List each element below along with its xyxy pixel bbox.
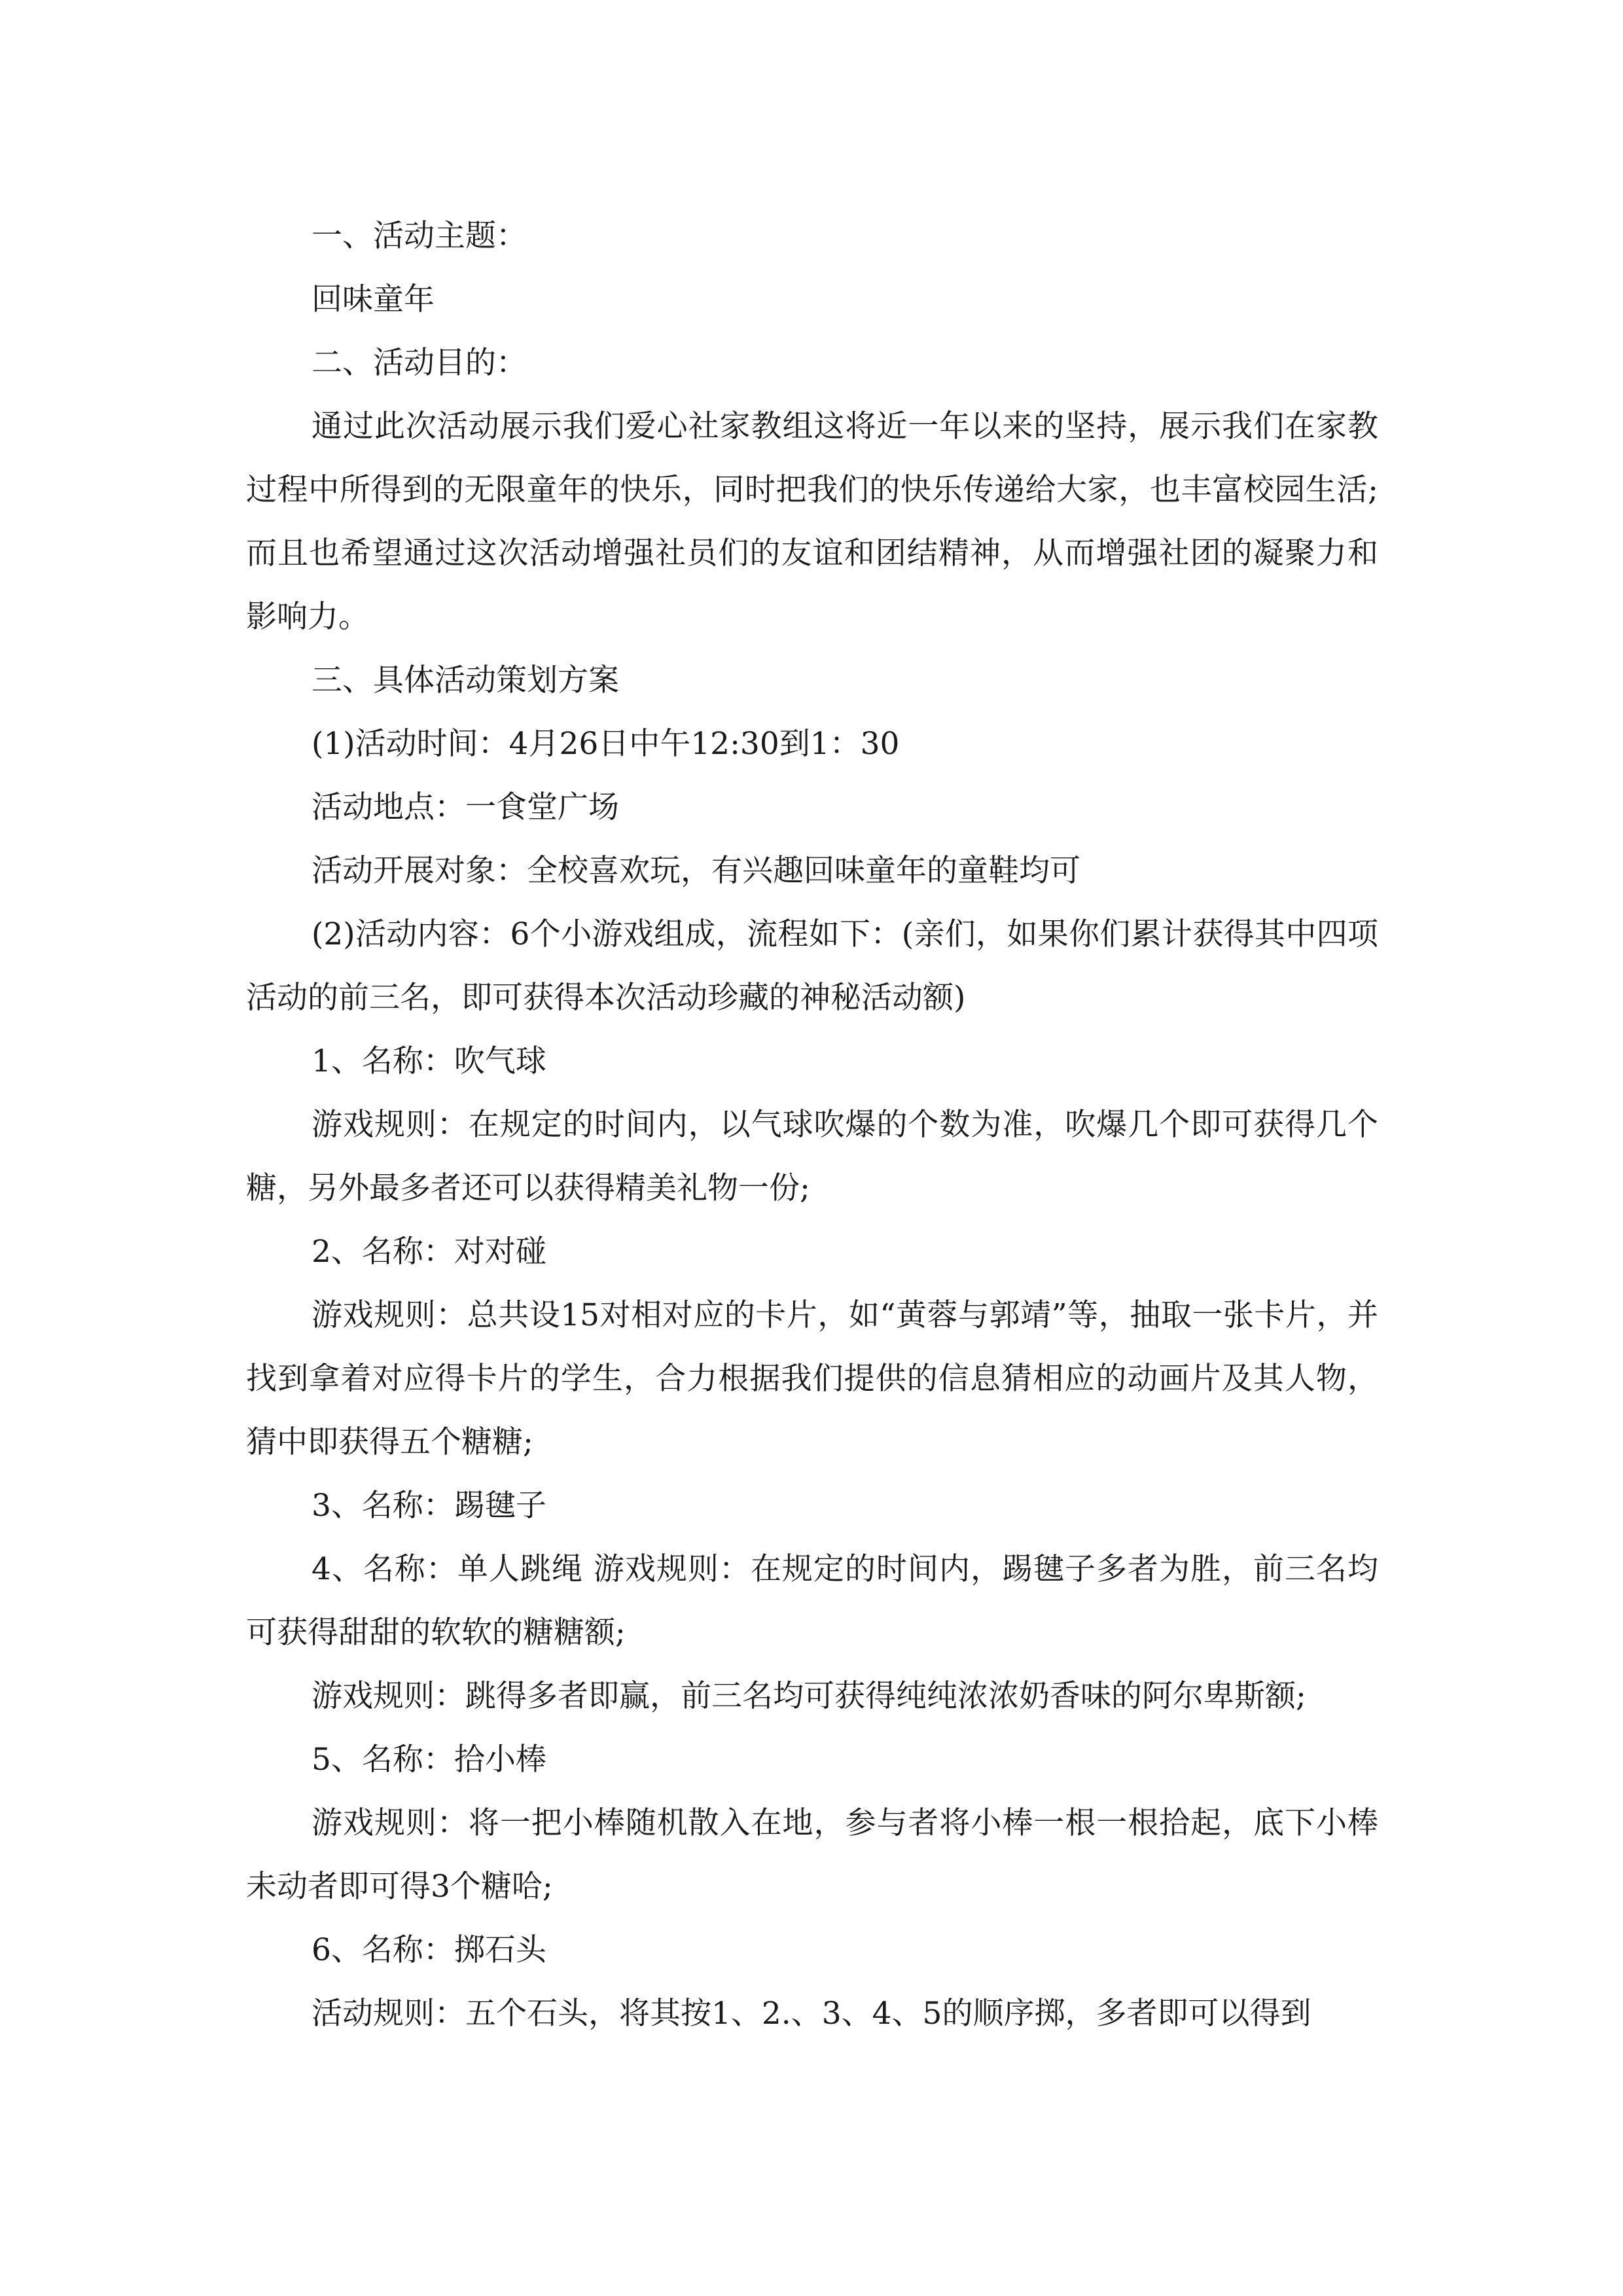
activity-purpose-text: 通过此次活动展示我们爱心社家教组这将近一年以来的坚持，展示我们在家教过程中所得到的无限童年的快乐，同时把我们的快乐传递给大家，也丰富校园生活;而且也希望通过这次活动增强社员们的友谊和团结精神，从而增强社团的凝聚力和影响力。	[246, 408, 1378, 635]
game-4-name-and-rules: 4、名称：单人跳绳 游戏规则：在规定的时间内，踢毽子多者为胜，前三名均可获得甜甜的软软的糖糖额;	[246, 1551, 1378, 1651]
activity-content: (2)活动内容：6个小游戏组成，流程如下：(亲们，如果你们累计获得其中四项活动的前三名，即可获得本次活动珍藏的神秘活动额)	[246, 916, 1378, 1016]
game-1-name: 1、名称：吹气球	[312, 1043, 546, 1079]
activity-time: (1)活动时间：4月26日中午12:30到1：30	[312, 726, 900, 762]
game-6-name: 6、名称：掷石头	[312, 1932, 546, 1968]
heading-activity-theme: 一、活动主题：	[312, 218, 527, 254]
game-5-rules: 游戏规则：将一把小棒随机散入在地，参与者将小棒一根一根拾起，底下小棒未动者即可得3个糖哈;	[246, 1805, 1378, 1905]
game-3-name: 3、名称：踢毽子	[312, 1488, 546, 1524]
game-1-rules: 游戏规则：在规定的时间内，以气球吹爆的个数为准，吹爆几个即可获得几个糖，另外最多者还可以获得精美礼物一份;	[246, 1107, 1378, 1206]
game-2-rules: 游戏规则：总共设15对相对应的卡片，如“黄蓉与郭靖”等，抽取一张卡片，并找到拿着对应得卡片的学生，合力根据我们提供的信息猜相应的动画片及其人物，猜中即获得五个糖糖;	[246, 1297, 1378, 1460]
game-5-name: 5、名称：拾小棒	[312, 1742, 546, 1778]
game-2-name: 2、名称：对对碰	[312, 1234, 546, 1270]
game-6-rules: 活动规则：五个石头，将其按1、2.、3、4、5的顺序掷，多者即可以得到	[312, 1996, 1311, 2032]
game-4-rules: 游戏规则：跳得多者即赢，前三名均可获得纯纯浓浓奶香味的阿尔卑斯额;	[312, 1678, 1306, 1714]
document-body	[246, 204, 1378, 2045]
activity-audience: 活动开展对象：全校喜欢玩，有兴趣回味童年的童鞋均可	[312, 853, 1080, 889]
heading-activity-plan: 三、具体活动策划方案	[312, 662, 619, 698]
activity-theme-text: 回味童年	[312, 281, 435, 317]
activity-location: 活动地点：一食堂广场	[312, 789, 619, 825]
heading-activity-purpose: 二、活动目的：	[312, 345, 527, 381]
